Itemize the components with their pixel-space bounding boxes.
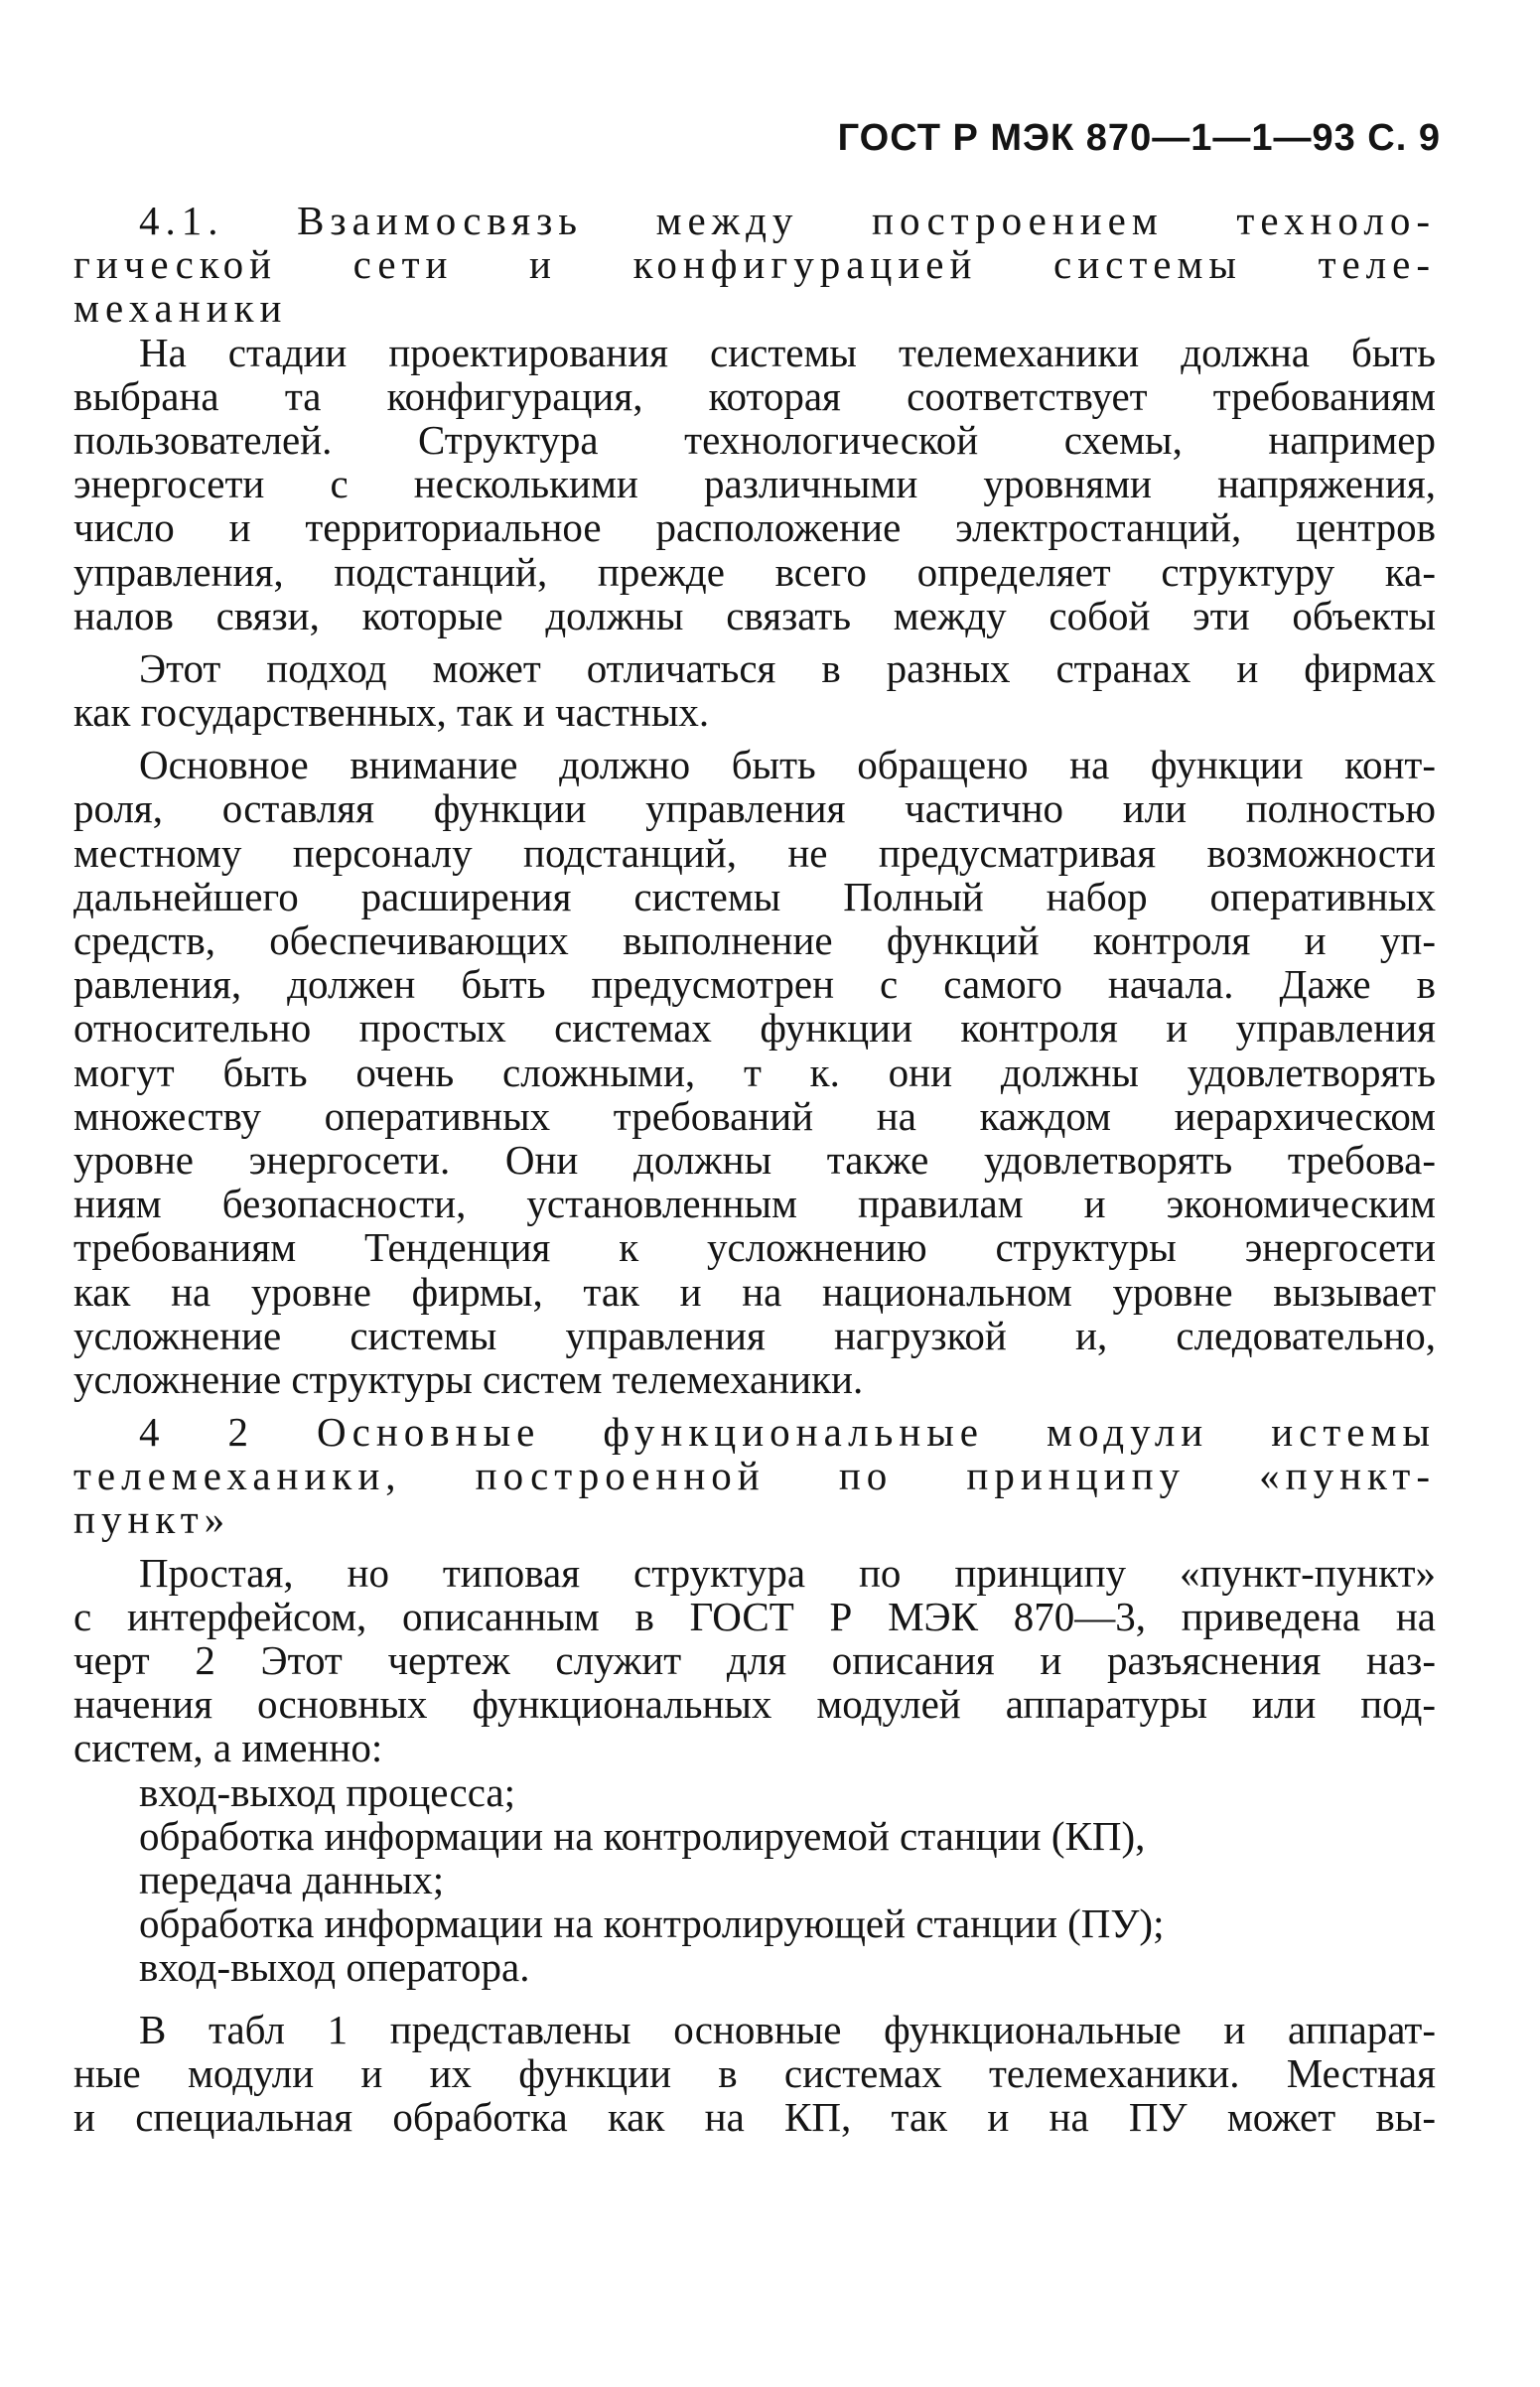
- text-line: Этот подход может отличаться в разных странах и фирмах: [139, 644, 1436, 691]
- text-line: налов связи, которые должны связать между собой эти объекты: [73, 592, 1436, 638]
- heading-line: механики: [73, 285, 288, 332]
- paragraph: [73, 743, 1436, 1401]
- paragraph: [73, 331, 1436, 637]
- body-text: [73, 199, 1436, 2139]
- text-line: систем, а именно:: [73, 1725, 383, 1771]
- heading-line: телемеханики, построенной по принципу «пункт-: [73, 1453, 1436, 1499]
- text-line: как на уровне фирмы, так и на национальном уровне вызывает: [73, 1268, 1436, 1315]
- text-line: Простая, но типовая структура по принципу «пункт-пункт»: [139, 1549, 1436, 1596]
- text-line: На стадии проектирования системы телемеханики должна быть: [139, 329, 1436, 375]
- text-line: усложнение системы управления нагрузкой и, следовательно,: [73, 1312, 1436, 1358]
- running-head: ГОСТ Р МЭК 870—1—1—93 С. 9: [837, 117, 1441, 159]
- text-line: ные модули и их функции в системах телемеханики. Местная: [73, 2049, 1436, 2096]
- text-line: выбрана та конфигурация, которая соответствует требованиям: [73, 372, 1436, 419]
- function-list: [73, 1770, 1436, 1990]
- list-item: обработка информации на контролирующей станции (ПУ);: [139, 1900, 1165, 1947]
- text-line: усложнение структуры систем телемеханики.: [73, 1355, 864, 1402]
- text-line: требованиям Тенденция к усложнению структуры энергосети: [73, 1224, 1436, 1271]
- text-line: местному персоналу подстанций, не предусматривая возможности: [73, 829, 1436, 876]
- section-4-1-heading: [73, 199, 1436, 331]
- paragraph: [73, 646, 1436, 734]
- text-line: уровне энергосети. Они должны также удовлетворять требова-: [73, 1136, 1436, 1183]
- heading-line: гической сети и конфигурацией системы теле-: [73, 241, 1436, 288]
- text-line: как государственных, так и частных.: [73, 689, 710, 736]
- list-item: обработка информации на контролируемой станции (КП),: [139, 1812, 1146, 1859]
- paragraph: [73, 1551, 1436, 1770]
- text-line: В табл 1 представлены основные функциональные и аппарат-: [139, 2006, 1436, 2052]
- text-line: равления, должен быть предусмотрен с самого начала. Даже в: [73, 961, 1436, 1008]
- heading-line: 4.1. Взаимосвязь между построением техноло-: [139, 198, 1436, 243]
- text-line: пользователей. Структура технологической схемы, например: [73, 416, 1436, 463]
- text-line: число и территориальное расположение электростанций, центров: [73, 504, 1436, 551]
- text-line: множеству оперативных требований на каждом иерархическом: [73, 1092, 1436, 1139]
- text-line: с интерфейсом, описанным в ГОСТ Р МЭК 870—3, приведена на: [73, 1593, 1436, 1639]
- text-line: ниям безопасности, установленным правилам и экономическим: [73, 1181, 1436, 1227]
- text-line: начения основных функциональных модулей аппаратуры или под-: [73, 1681, 1436, 1728]
- text-line: дальнейшего расширения системы Полный набор оперативных: [73, 873, 1436, 919]
- list-item: вход-выход оператора.: [139, 1944, 530, 1991]
- section-4-2-heading: [73, 1410, 1436, 1542]
- heading-line: пункт»: [73, 1496, 231, 1543]
- text-line: средств, обеспечивающих выполнение функций контроля и уп-: [73, 917, 1436, 963]
- text-line: энергосети с несколькими различными уровнями напряжения,: [73, 461, 1436, 507]
- list-item: передача данных;: [139, 1856, 445, 1902]
- heading-line: 4 2 Основные функциональные модули истемы: [139, 1409, 1436, 1456]
- text-line: относительно простых системах функции контроля и управления: [73, 1005, 1436, 1052]
- text-line: управления, подстанций, прежде всего определяет структуру ка-: [73, 548, 1436, 595]
- list-item: вход-выход процесса;: [139, 1768, 515, 1815]
- text-line: черт 2 Этот чертеж служит для описания и разъяснения наз-: [73, 1637, 1436, 1683]
- text-line: и специальная обработка как на КП, так и на ПУ может вы-: [73, 2093, 1436, 2140]
- text-line: могут быть очень сложными, т к. они должны удовлетворять: [73, 1049, 1436, 1095]
- text-line: роля, оставляя функции управления частично или полностью: [73, 785, 1436, 832]
- text-line: Основное внимание должно быть обращено на функции конт-: [139, 742, 1436, 788]
- paragraph: [73, 2008, 1436, 2140]
